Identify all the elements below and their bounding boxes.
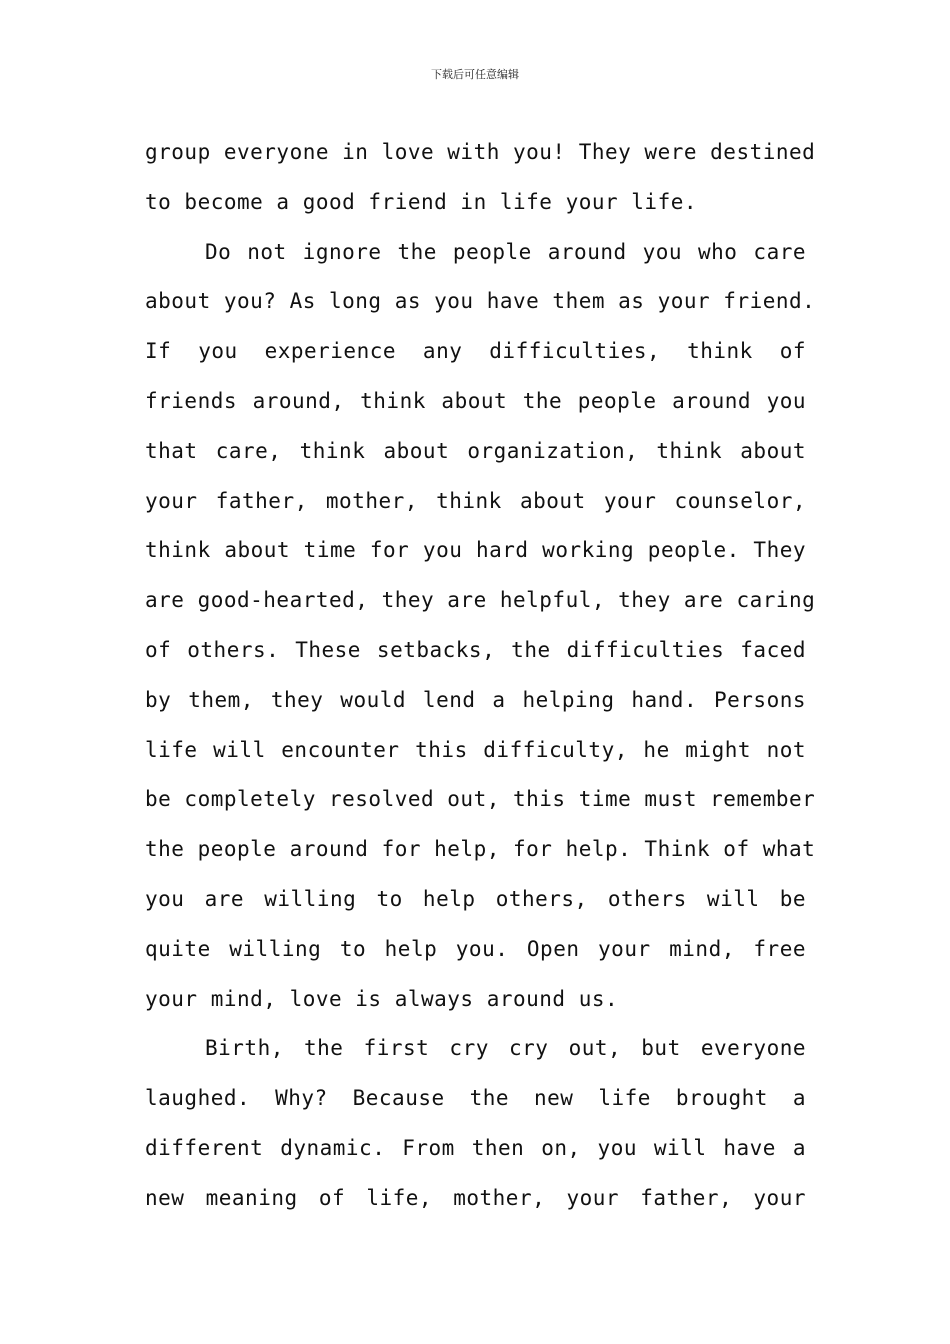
text-line: quite willing to help you. Open your mind, free xyxy=(145,936,806,961)
page-header: 下载后可任意编辑 xyxy=(431,68,519,81)
text-line: by them, they would lend a helping hand. Persons xyxy=(145,687,806,712)
text-line: friends around, think about the people around you xyxy=(145,388,806,413)
text-line: that care, think about organization, think about xyxy=(145,438,806,463)
text-line: think about time for you hard working people. They xyxy=(145,538,806,563)
text-line: you are willing to help others, others will be xyxy=(145,886,806,911)
text-line: are good-hearted, they are helpful, they are caring xyxy=(145,588,816,613)
text-line: your mind, love is always around us. xyxy=(145,986,619,1011)
text-line: to become a good friend in life your life. xyxy=(145,189,698,214)
text-line: new meaning of life, mother, your father, your xyxy=(145,1185,806,1210)
text-line: If you experience any difficulties, think of xyxy=(145,339,806,364)
text-line: be completely resolved out, this time must remember xyxy=(145,787,816,812)
text-line: laughed. Why? Because the new life brought a xyxy=(145,1086,806,1111)
text-line: Do not ignore the people around you who care xyxy=(205,239,806,264)
text-line: life will encounter this difficulty, he might not xyxy=(145,737,806,762)
text-line: group everyone in love with you! They were destined xyxy=(145,140,816,164)
text-line: about you? As long as you have them as your friend. xyxy=(145,289,816,314)
text-line: of others. These setbacks, the difficulties faced xyxy=(145,637,806,662)
text-line: the people around for help, for help. Think of what xyxy=(145,837,816,862)
body-text xyxy=(145,128,816,1224)
text-line: different dynamic. From then on, you will have a xyxy=(145,1135,806,1160)
text-line: your father, mother, think about your counselor, xyxy=(145,488,806,513)
text-line: Birth, the first cry cry out, but everyone xyxy=(205,1036,806,1061)
